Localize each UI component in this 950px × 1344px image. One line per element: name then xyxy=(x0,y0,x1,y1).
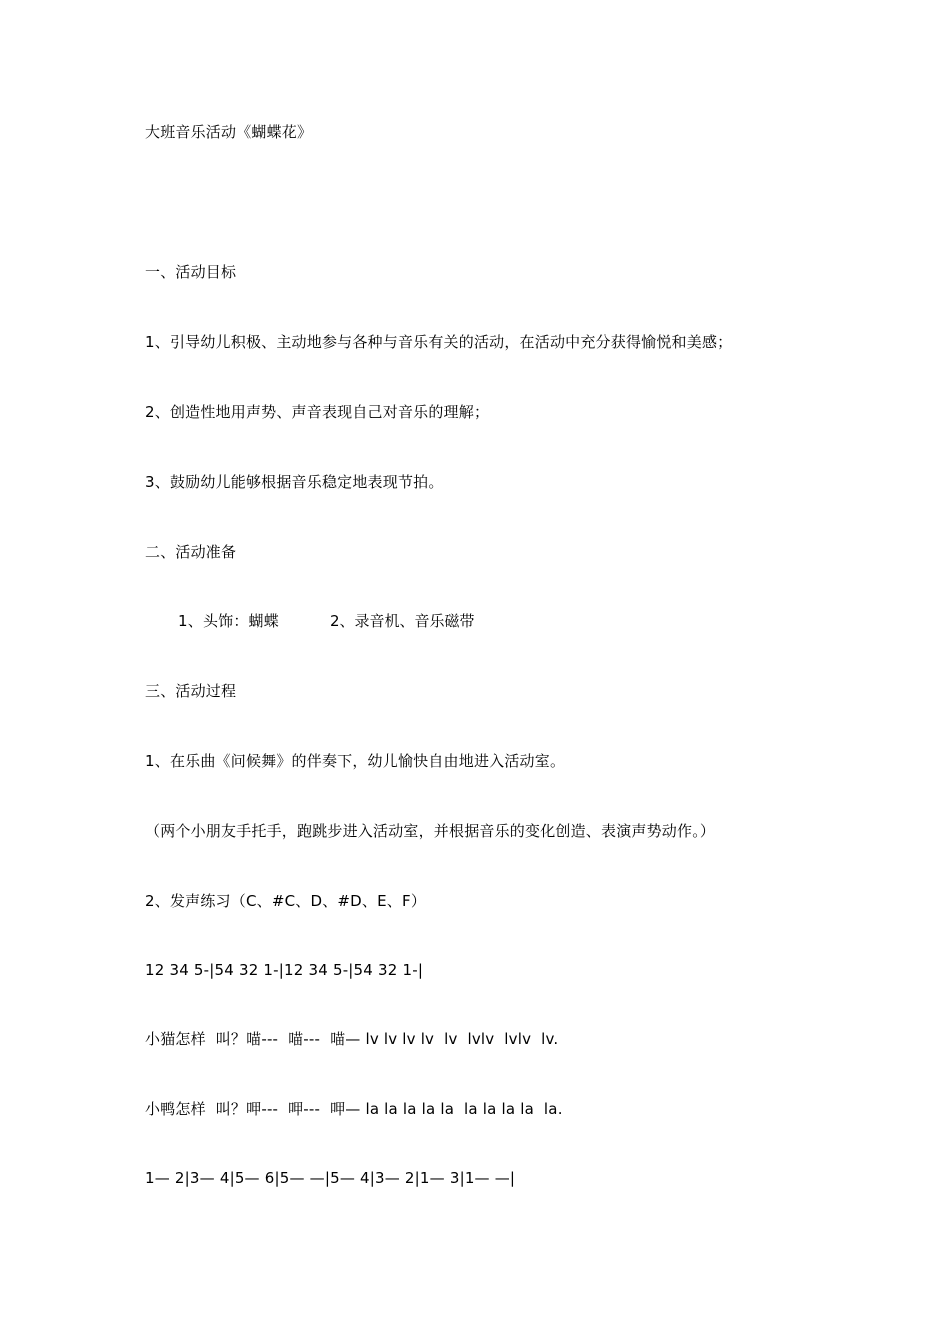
section-heading-preparation: 二、活动准备 xyxy=(145,543,237,561)
process-line-1: 1、在乐曲《问候舞》的伴奏下，幼儿愉快自由地进入活动室。 xyxy=(145,752,566,770)
preparation-item-2: 2、录音机、音乐磁带 xyxy=(330,612,475,630)
document-title: 大班音乐活动《蝴蝶花》 xyxy=(145,123,313,141)
section-heading-process: 三、活动过程 xyxy=(145,682,237,700)
goal-item-2: 2、创造性地用声势、声音表现自己对音乐的理解； xyxy=(145,403,490,421)
cat-call-line: 小猫怎样 叫？喵--- 喵--- 喵— lv lv lv lv lv lvlv lvlv lv. xyxy=(145,1030,559,1048)
goal-item-3: 3、鼓励幼儿能够根据音乐稳定地表现节拍。 xyxy=(145,473,444,491)
section-heading-goals: 一、活动目标 xyxy=(145,263,237,281)
goal-item-1: 1、引导幼儿积极、主动地参与各种与音乐有关的活动，在活动中充分获得愉悦和美感； xyxy=(145,333,733,351)
preparation-item-1: 1、头饰：蝴蝶 xyxy=(178,612,279,630)
notation-line-2: 1— 2|3— 4|5— 6|5— —|5— 4|3— 2|1— 3|1— —| xyxy=(145,1169,516,1187)
process-line-3: 2、发声练习（C、#C、D、#D、E、F） xyxy=(145,892,427,910)
duck-call-line: 小鸭怎样 叫？呷--- 呷--- 呷— la la la la la la la la la la. xyxy=(145,1100,563,1118)
notation-line-1: 12 34 5-|54 32 1-|12 34 5-|54 32 1-| xyxy=(145,961,424,979)
process-line-2: （两个小朋友手托手，跑跳步进入活动室，并根据音乐的变化创造、表演声势动作。） xyxy=(145,822,716,840)
